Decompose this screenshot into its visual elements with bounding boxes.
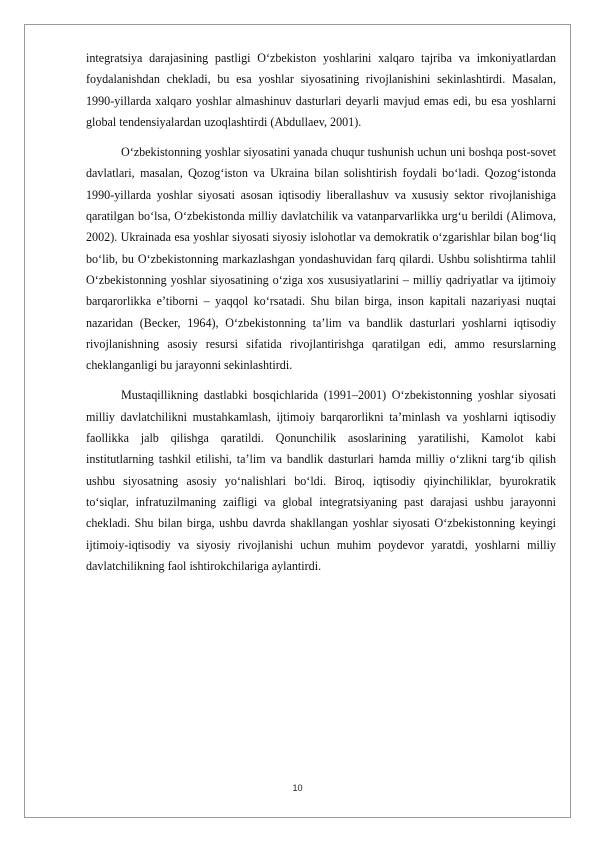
- page-number: 10: [292, 783, 303, 793]
- paragraph-comparison: O‘zbekistonning yoshlar siyosatini yanada chuqur tushunish uchun uni boshqa post-sovet davlatlari, masalan, Qozog‘iston va Ukraina bilan solishtirish foydali bo‘ladi. Qozog‘istonda 1990-yillarda yoshlar siyosati asosan iqtisodiy liberallashuv va xususiy sektor rivojlanishiga qaratilgan bo‘lsa, O‘zbekistonda milliy davlatchilik va vatanparvarlikka urg‘u berildi (Alimova, 2002). Ukrainada esa yoshlar siyosati siyosiy islohotlar va demokratik o‘zgarishlar bilan bog‘liq bo‘lib, bu O‘zbekistonning markazlashgan yondashuvidan farq qilardi. Ushbu solishtirma tahlil O‘zbekistonning yoshlar siyosatining o‘ziga xos xususiyatlarini – milliy qadriyatlar va ijtimoiy barqarorlikka e’tiborni – yaqqol ko‘rsatadi. Shu bilan birga, inson kapitali nazariyasi nuqtai nazaridan (Becker, 1964), O‘zbekistonning ta’lim va bandlik dasturlari yoshlarni iqtisodiy rivojlanishning asosiy resursi sifatida rivojlantirishga qaratilgan edi, ammo resurslarning cheklanganligi bu jarayonni sekinlashtirdi.: [86, 145, 556, 373]
- document-body: [86, 48, 556, 586]
- paragraph-conclusion: Mustaqillikning dastlabki bosqichlarida (1991–2001) O‘zbekistonning yoshlar siyosati milliy davlatchilikni mustahkamlash, ijtimoiy barqarorlikni ta’minlash va yoshlarni iqtisodiy faollikka jalb qilishga qaratildi. Qonunchilik asoslarining yaratilishi, Kamolot kabi institutlarning tashkil etilishi, ta’lim va bandlik dasturlari hamda milliy o‘zlikni targ‘ib qilish ushbu siyosatning asosiy yo‘nalishlari bo‘ldi. Biroq, iqtisodiy qiyinchiliklar, byurokratik to‘siqlar, infratuzilmaning zaifligi va global integratsiyaning past darajasi ushbu jarayonni chekladi. Shu bilan birga, ushbu davrda shakllangan yoshlar siyosati O‘zbekistonning keyingi ijtimoiy-iqtisodiy va siyosiy rivojlanishi uchun muhim poydevor yaratdi, yoshlarni milliy davlatchilikning faol ishtirokchilariga aylantirdi.: [86, 388, 556, 573]
- paragraph-continuation: integratsiya darajasining pastligi O‘zbekiston yoshlarini xalqaro tajriba va imkoniyatlardan foydalanishdan chekladi, bu esa yoshlar siyosatining rivojlanishini sekinlashtirdi. Masalan, 1990-yillarda xalqaro yoshlar almashinuv dasturlari deyarli mavjud emas edi, bu esa yoshlarni global tendensiyalardan uzoqlashtirdi (Abdullaev, 2001).: [86, 51, 556, 129]
